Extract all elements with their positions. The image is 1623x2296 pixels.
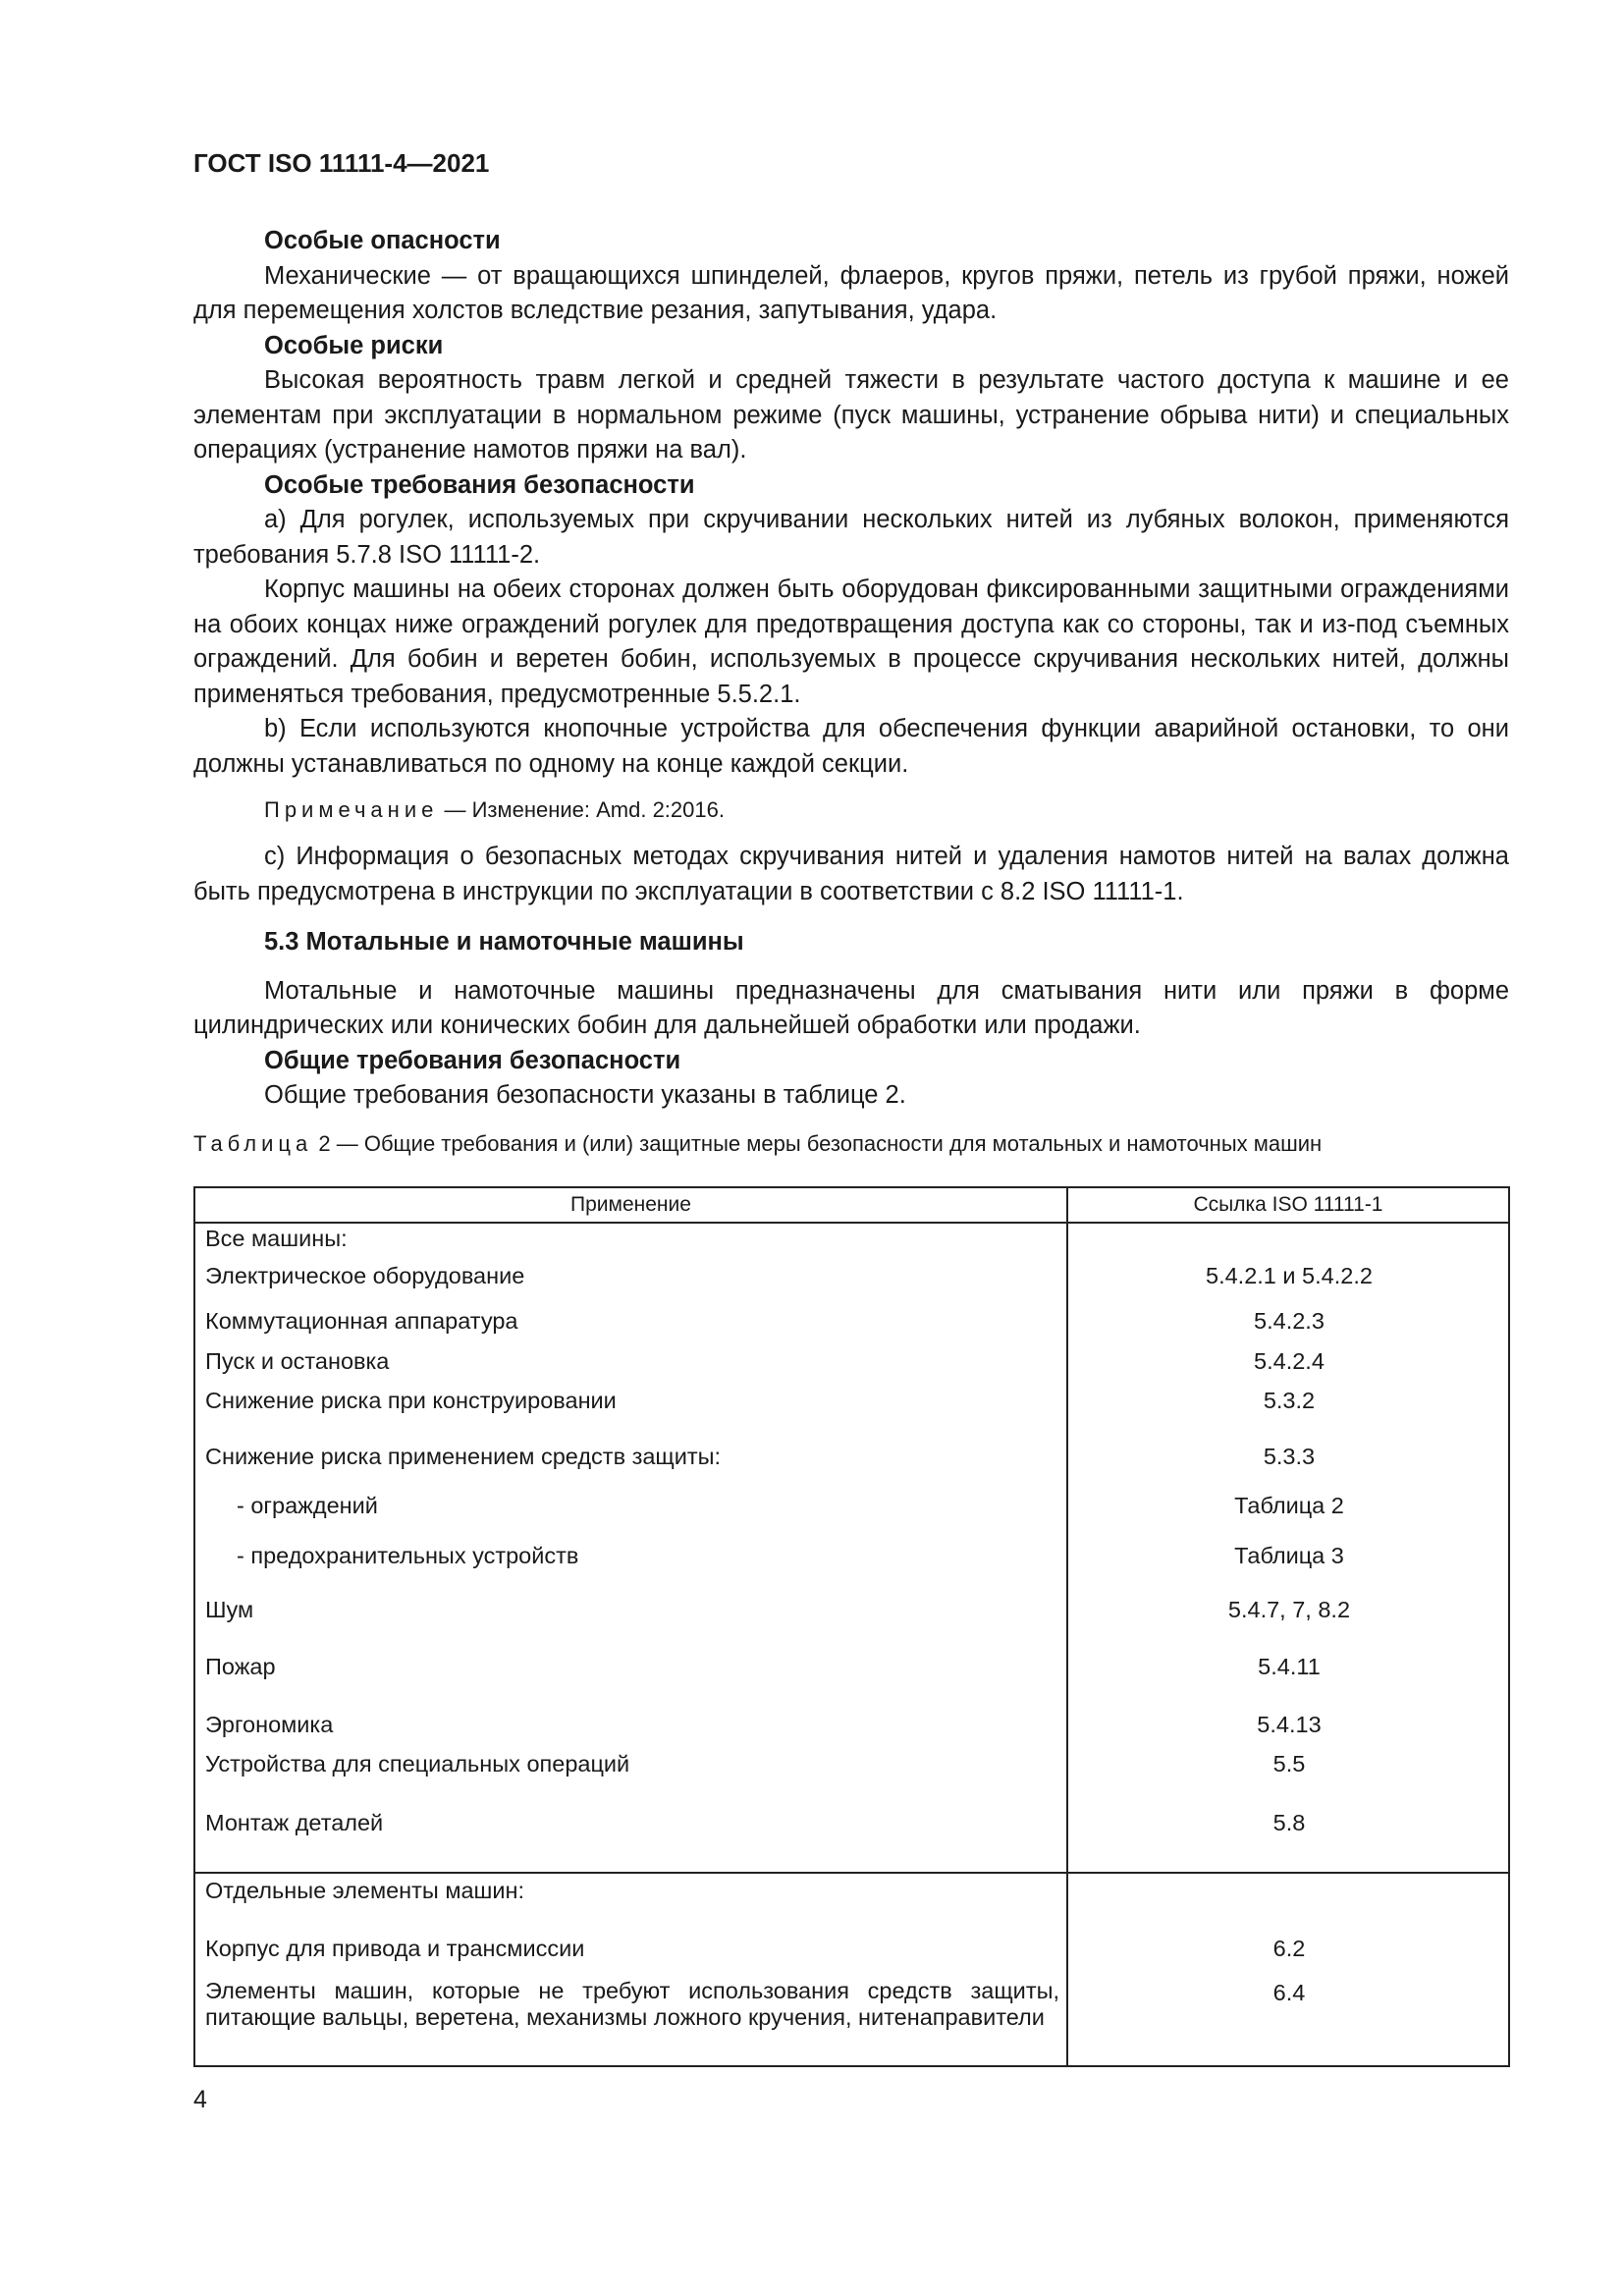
table-row-ref: Таблица 3 (1234, 1543, 1344, 1568)
table-row-ref: Таблица 2 (1234, 1493, 1344, 1518)
table-row-ref: 5.8 (1272, 1810, 1306, 1835)
table-row-label: - предохранительных устройств (237, 1543, 579, 1568)
table-row-ref: 5.5 (1272, 1751, 1306, 1777)
group1-refs-cell (1067, 1223, 1509, 1873)
table-row-ref: 5.4.11 (1258, 1654, 1321, 1679)
body-text (193, 224, 1509, 1114)
table-row-ref: 6.2 (1272, 1936, 1306, 1961)
table-row-label: Устройства для специальных операций (205, 1751, 630, 1777)
table-row-ref: 5.4.2.4 (1254, 1348, 1325, 1374)
table-row-ref: 5.4.2.1 и 5.4.2.2 (1206, 1263, 1373, 1288)
table-row-label: Пожар (205, 1654, 276, 1679)
table-header-reference: Ссылка ISO 11111-1 (1067, 1187, 1509, 1223)
table-caption-text: 2 — Общие требования и (или) защитные меры безопасности для мотальных и намоточных машин (312, 1131, 1323, 1156)
table-row-label: Корпус для привода и трансмиссии (205, 1936, 585, 1961)
group2-labels-cell (194, 1873, 1067, 2066)
table-row-label: Эргономика (205, 1712, 334, 1737)
requirements-table (193, 1186, 1510, 2067)
table-header-row (194, 1187, 1509, 1223)
table-row-label: Снижение риска при конструировании (205, 1388, 617, 1413)
table-row-label: Электрическое оборудование (205, 1263, 525, 1288)
table-row-ref: 5.4.7, 7, 8.2 (1227, 1597, 1351, 1622)
table-row-label: Монтаж деталей (205, 1810, 384, 1835)
table-group-all-machines (194, 1223, 1509, 1873)
table-row-label: Пуск и остановка (205, 1348, 390, 1374)
paragraph-item-a: а) Для рогулек, используемых при скручивании нескольких нитей из лубяных волокон, применяются требования 5.7.8 ISO 11111-2. (193, 506, 1509, 569)
paragraph-risk-probability: Высокая вероятность травм легкой и средней тяжести в результате частого доступа к машине и ее элементам при эксплуатации в нормальном режиме (пуск машины, устранение обрыва нити) и специальных операциях (устранение намотов пряжи на вал). (193, 366, 1509, 464)
table-row-ref: 5.3.3 (1263, 1444, 1316, 1469)
table-row-ref: 5.4.13 (1257, 1712, 1322, 1737)
page-number: 4 (193, 2086, 207, 2113)
table-row-label: Шум (205, 1597, 254, 1622)
table-row-label: Коммутационная аппаратура (205, 1308, 518, 1334)
table-row-label: Элементы машин, которые не требуют использования средств защиты, питающие вальцы, веретена, механизмы ложного кручения, нитенаправители (205, 1978, 1059, 2030)
note-text: — Изменение: Amd. 2:2016. (438, 797, 725, 822)
paragraph-table-reference: Общие требования безопасности указаны в таблице 2. (264, 1081, 906, 1109)
table-header-application: Применение (194, 1187, 1067, 1223)
paragraph-item-b: b) Если используются кнопочные устройства для обеспечения функции аварийной остановки, то они должны устанавливаться по одному на конце каждой секции. (193, 715, 1509, 778)
paragraph-item-c: c) Информация о безопасных методах скручивания нитей и удаления намотов нитей на валах должна быть предусмотрена в инструкции по эксплуатации в соответствии с 8.2 ISO 11111-1. (193, 843, 1509, 905)
heading-general-safety-requirements: Общие требования безопасности (264, 1046, 681, 1074)
table-row-ref: 5.3.2 (1263, 1388, 1316, 1413)
section-title: 5.3 Мотальные и намоточные машины (264, 928, 744, 956)
table-row-ref: 5.4.2.3 (1254, 1308, 1325, 1334)
table-caption (193, 1129, 1322, 1159)
heading-special-risks: Особые риски (264, 331, 444, 359)
note-label: Примечание (264, 797, 439, 822)
group2-refs-cell (1067, 1873, 1509, 2066)
heading-special-hazards: Особые опасности (264, 227, 501, 254)
group1-labels-cell (194, 1223, 1067, 1873)
group1-title: Все машины: (205, 1226, 348, 1251)
paragraph-winding-machines: Мотальные и намоточные машины предназначены для сматывания нити или пряжи в форме цилиндрических или конических бобин для дальнейшей обработки или продажи. (193, 976, 1509, 1039)
note (193, 794, 1509, 826)
group2-title: Отдельные элементы машин: (205, 1878, 525, 1903)
table-row-label: - ограждений (237, 1493, 378, 1518)
table-caption-label: Таблица (193, 1131, 313, 1156)
heading-special-safety-requirements: Особые требования безопасности (264, 470, 695, 499)
document-id: ГОСТ ISO 11111-4—2021 (193, 148, 490, 178)
table-row-label: Снижение риска применением средств защиты: (205, 1444, 722, 1469)
paragraph-mechanical-hazards: Механические — от вращающихся шпинделей, флаеров, кругов пряжи, петель из грубой пряжи, ножей для перемещения холстов вследствие резания, запутывания, удара. (193, 261, 1509, 324)
paragraph-machine-body: Корпус машины на обеих сторонах должен быть оборудован фиксированными защитными ограждениями на обоих концах ниже ограждений рогулек для предотвращения доступа как со стороны, так и из-под съемных ограждений. Для бобин и веретен бобин, используемых в процессе скручивания нескольких нитей, должны применяться требования, предусмотренные 5.5.2.1. (193, 575, 1509, 708)
table-row-ref: 6.4 (1272, 1980, 1306, 2005)
table-group-machine-elements (194, 1873, 1509, 2066)
